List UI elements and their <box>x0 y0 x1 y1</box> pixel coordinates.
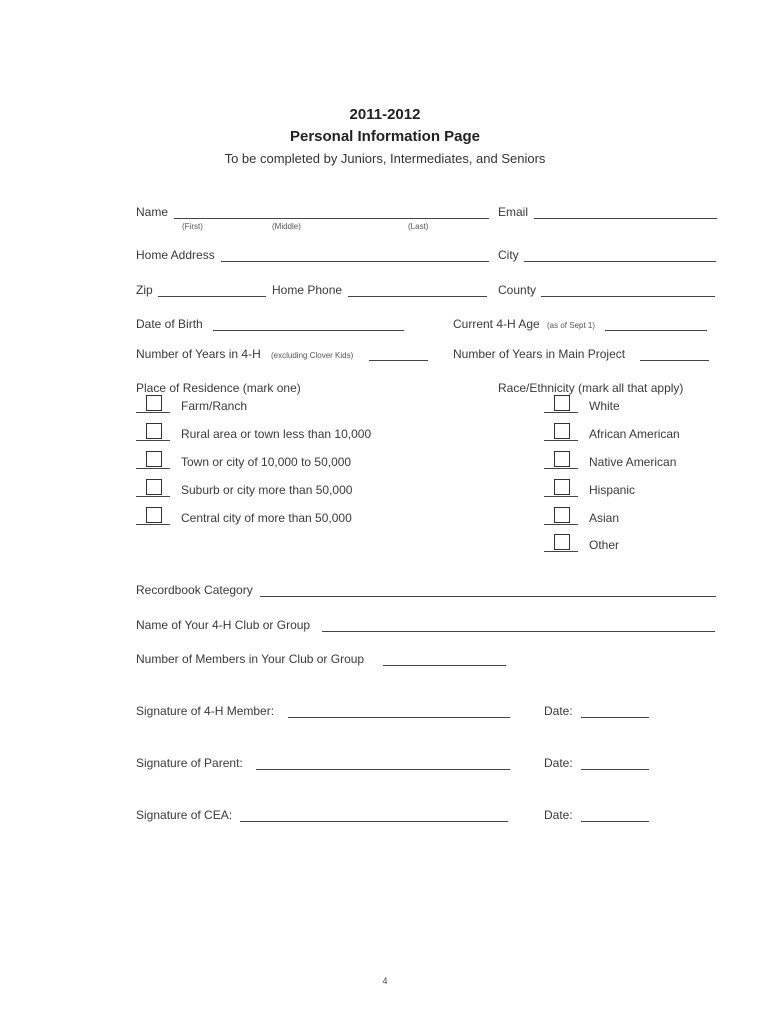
member-signature-label: Signature of 4-H Member: <box>136 704 275 718</box>
residence-option-rural: Rural area or town less than 10,000 <box>181 427 372 441</box>
dob-field[interactable] <box>213 330 404 331</box>
dob-label: Date of Birth <box>136 317 203 331</box>
parent-signature-label: Signature of Parent: <box>136 756 243 770</box>
race-option-native-american: Native American <box>589 455 677 469</box>
home-address-field[interactable] <box>221 261 489 262</box>
years-project-label: Number of Years in Main Project <box>453 347 626 361</box>
name-label: Name <box>136 205 169 219</box>
county-label: County <box>498 283 537 297</box>
page-number: 4 <box>382 976 388 986</box>
name-last-hint: (Last) <box>408 222 429 231</box>
name-field[interactable] <box>174 218 489 219</box>
home-address-label: Home Address <box>136 248 215 262</box>
race-heading: Race/Ethnicity (mark all that apply) <box>498 381 684 395</box>
member-date-label: Date: <box>544 704 573 718</box>
race-checkbox-other[interactable] <box>544 534 578 552</box>
cea-date-field[interactable] <box>581 821 649 822</box>
residence-checkbox-rural[interactable] <box>136 423 170 441</box>
race-option-asian: Asian <box>589 511 620 525</box>
race-option-african-american: African American <box>589 427 680 441</box>
race-option-other: Other <box>589 538 620 552</box>
name-first-hint: (First) <box>182 222 203 231</box>
race-checkbox-african-american[interactable] <box>544 423 578 441</box>
residence-option-farm: Farm/Ranch <box>181 399 248 413</box>
years-project-field[interactable] <box>640 360 709 361</box>
race-option-white: White <box>589 399 620 413</box>
form-year: 2011-2012 <box>349 106 421 123</box>
parent-signature-field[interactable] <box>256 769 510 770</box>
current-age-note: (as of Sept 1) <box>547 321 596 330</box>
name-middle-hint: (Middle) <box>272 222 301 231</box>
email-field[interactable] <box>534 218 717 219</box>
residence-checkbox-suburb[interactable] <box>136 479 170 497</box>
recordbook-label: Recordbook Category <box>136 583 253 597</box>
city-field[interactable] <box>524 261 716 262</box>
club-name-label: Name of Your 4-H Club or Group <box>136 618 311 632</box>
race-checkbox-asian[interactable] <box>544 507 578 525</box>
member-signature-field[interactable] <box>288 717 510 718</box>
cea-signature-field[interactable] <box>240 821 508 822</box>
home-phone-field[interactable] <box>348 296 487 297</box>
form-title: Personal Information Page <box>289 128 481 145</box>
race-checkbox-white[interactable] <box>544 395 578 413</box>
form-subtitle: To be completed by Juniors, Intermediates, and Seniors <box>224 151 546 166</box>
club-name-field[interactable] <box>322 631 715 632</box>
years-4h-field[interactable] <box>369 360 428 361</box>
years-4h-label: Number of Years in 4-H <box>136 347 261 361</box>
residence-checkbox-town[interactable] <box>136 451 170 469</box>
current-age-label: Current 4-H Age <box>453 317 540 331</box>
residence-checkbox-farm[interactable] <box>136 395 170 413</box>
city-label: City <box>498 248 519 262</box>
club-members-field[interactable] <box>383 665 506 666</box>
home-phone-label: Home Phone <box>272 283 343 297</box>
race-checkbox-native-american[interactable] <box>544 451 578 469</box>
years-4h-note: (excluding Clover Kids) <box>271 351 354 360</box>
residence-option-suburb: Suburb or city more than 50,000 <box>181 483 353 497</box>
club-members-label: Number of Members in Your Club or Group <box>136 652 365 666</box>
cea-date-label: Date: <box>544 808 573 822</box>
residence-heading: Place of Residence (mark one) <box>136 381 301 395</box>
residence-checkbox-central[interactable] <box>136 507 170 525</box>
member-date-field[interactable] <box>581 717 649 718</box>
recordbook-field[interactable] <box>260 596 716 597</box>
cea-signature-label: Signature of CEA: <box>136 808 233 822</box>
zip-label: Zip <box>136 283 153 297</box>
current-age-field[interactable] <box>605 330 707 331</box>
race-option-hispanic: Hispanic <box>589 483 636 497</box>
parent-date-field[interactable] <box>581 769 649 770</box>
zip-field[interactable] <box>158 296 266 297</box>
parent-date-label: Date: <box>544 756 573 770</box>
email-label: Email <box>498 205 529 219</box>
county-field[interactable] <box>541 296 715 297</box>
residence-option-town: Town or city of 10,000 to 50,000 <box>181 455 352 469</box>
race-checkbox-hispanic[interactable] <box>544 479 578 497</box>
residence-option-central: Central city of more than 50,000 <box>181 511 352 525</box>
